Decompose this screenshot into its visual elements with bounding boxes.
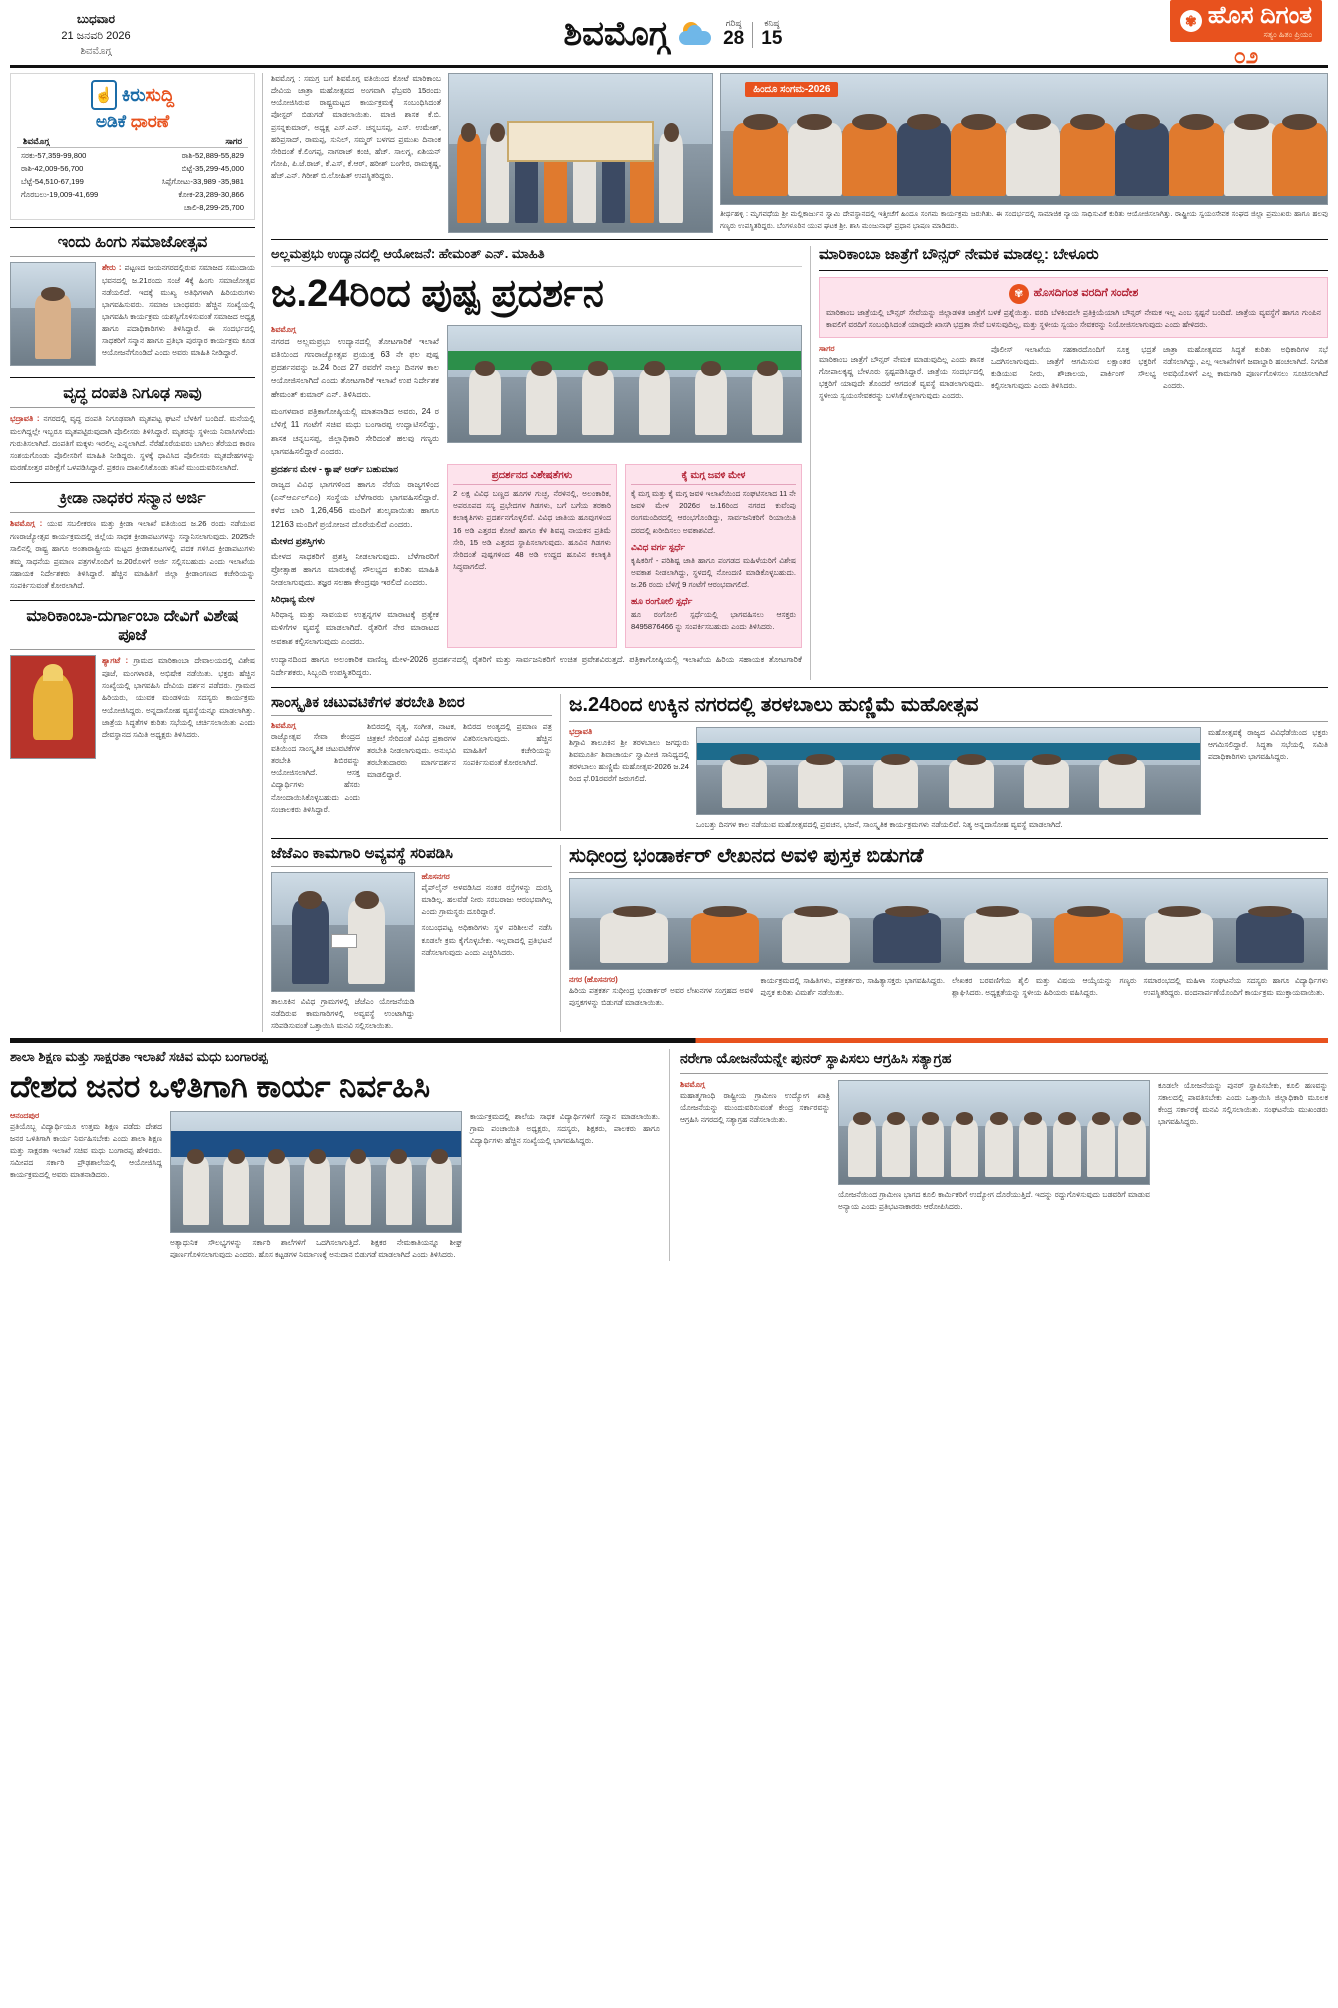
left-story bbox=[10, 233, 255, 369]
footer-right-text-3: ಕೂಡಲೇ ಯೋಜನೆಯನ್ನು ಪುನರ್ ಸ್ಥಾಪಿಸಬೇಕು, ಕೂಲಿ ಹಣವನ್ನು ಸಕಾಲದಲ್ಲಿ ಪಾವತಿಸಬೇಕು ಎಂದು ಒತ್ತಾಯಿಸಿ ಜಿಲ್ಲಾಧಿಕಾರಿ ಮೂಲಕ ಕೇಂದ್ರ ಸರ್ಕಾರಕ್ಕೆ ಮನವಿ ಸಲ್ಲಿಸಲಾಯಿತು. ಸಂಘಟನೆಯ ಮುಖಂಡರು ಭಾಗವಹಿಸಿದ್ದರು. bbox=[1158, 1080, 1328, 1126]
left-story bbox=[10, 489, 255, 592]
left-story bbox=[10, 607, 255, 762]
stage-function-photo bbox=[696, 727, 1201, 815]
masthead-brand-block bbox=[1170, 0, 1322, 69]
footer-right-text-2: ಯೋಜನೆಯಿಂದ ಗ್ರಾಮೀಣ ಭಾಗದ ಕೂಲಿ ಕಾರ್ಮಿಕರಿಗೆ ಉದ್ಯೋಗ ದೊರೆಯುತ್ತಿದೆ. ಇದನ್ನು ರದ್ದುಗೊಳಿಸುವುದು ಬಡವರಿಗೆ ಮಾಡುವ ಅನ್ಯಾಯ ಎಂದು ಪ್ರತಿಭಟನಾಕಾರರು ಆರೋಪಿಸಿದರು. bbox=[838, 1189, 1150, 1211]
mid1-text-1: ರಾಜ್ಯೋತ್ಸವ ಸೇವಾ ಕೇಂದ್ರದ ವತಿಯಿಂದ ಸಾಂಸ್ಕೃತಿಕ ಚಟುವಟಿಕೆಗಳ ತರಬೇತಿ ಶಿಬಿರವನ್ನು ಆಯೋಜಿಸಲಾಗಿದೆ. ಆಸಕ್ತ ವಿದ್ಯಾರ್ಥಿಗಳು ಹೆಸರು ನೋಂದಾಯಿಸಿಕೊಳ್ಳಬಹುದು ಎಂದು ಸಂಚಾಲಕರು ತಿಳಿಸಿದ್ದಾರೆ. bbox=[271, 731, 360, 814]
poster-release-photo bbox=[448, 73, 713, 233]
right-top-byline: ಸಾಗರ bbox=[819, 344, 835, 354]
right-top-story bbox=[811, 246, 1328, 680]
lead-infobox2-text: ಕೈ ಮಗ್ಗ ಮತ್ತು ಕೈ ಮಗ್ಗ ಜವಳಿ ಇಲಾಖೆಯಿಂದ ಸಂಘಟಿಸಲಾದ 11 ನೇ ಜವಳಿ ಮೇಳ 2026ರ ಜ.16ರಿಂದ ನಗರದ ಕುವೆಂಪು ರಂಗಮಂದಿರದಲ್ಲಿ ಆರಂಭಗೊಂಡಿದ್ದು, ಸಾರ್ವಜನಿಕರಿಗೆ ರಿಯಾಯಿತಿ ದರದಲ್ಲಿ ಖರೀದಿಸಲು ಅವಕಾಶವಿದೆ. bbox=[631, 489, 796, 535]
left-story-headline: ವೃದ್ಧ ದಂಪತಿ ನಿಗೂಢ ಸಾವು bbox=[63, 384, 202, 402]
ad-rate-row bbox=[21, 176, 244, 189]
ad-areca-rates[interactable] bbox=[10, 73, 255, 220]
sun-cloud-icon bbox=[679, 22, 713, 48]
mid2-text-1: ಶಿಗ್ಗಾವಿ ತಾಲೂಕಿನ ಶ್ರೀ ತರಳಬಾಲು ಜಗದ್ಗುರು ಶಿವಮೂರ್ತಿ ಶಿವಾಚಾರ್ಯ ಸ್ವಾಮೀಜಿ ಸಾನಿಧ್ಯದಲ್ಲಿ ತರಳಬಾಲು ಹುಣ್ಣಿಮೆ ಮಹೋತ್ಸವ-2026 ಜ.24 ರಿಂದ ಫೆ.01ರವರೆಗೆ ಜರುಗಲಿದೆ. bbox=[569, 737, 689, 783]
left-story-text: ಶ್ಯಾಗಟೆ : ಗ್ರಾಮದ ಮಾರಿಕಾಂಬಾ ದೇವಾಲಯದಲ್ಲಿ ವಿಶೇಷ ಪೂಜೆ, ಮಂಗಳಾರತಿ, ಅಭಿಷೇಕ ನಡೆಯಿತು. ಭಕ್ತರು ಹೆಚ್ಚಿನ ಸಂಖ್ಯೆಯಲ್ಲಿ ಭಾಗವಹಿಸಿ ದೇವಿಯ ದರ್ಶನ ಪಡೆದರು. ಗ್ರಾಮದ ಹಿರಿಯರು, ಯುವಕ ಮಂಡಳಿಯ ಸದಸ್ಯರು ಕಾರ್ಯಕ್ರಮ ಆಯೋಜಿಸಿದ್ದರು. ಅನ್ನದಾಸೋಹ ವ್ಯವಸ್ಥೆಯನ್ನೂ ಮಾಡಲಾಗಿತ್ತು. ಜಾತ್ರೆಯ ಸಿದ್ಧತೆಗಳ ಕುರಿತು ಸಭೆಯಲ್ಲಿ ಚರ್ಚಿಸಲಾಯಿತು ಎಂದು ದೇವಸ್ಥಾನದ ಸಮಿತಿ ಅಧ್ಯಕ್ಷರು ತಿಳಿಸಿದರು. bbox=[102, 656, 256, 739]
ad-rate-row bbox=[21, 202, 244, 215]
footer-left-kicker: ಶಾಲಾ ಶಿಕ್ಷಣ ಮತ್ತು ಸಾಕ್ಷರತಾ ಇಲಾಖೆ ಸಚಿವ ಮಧು ಬಂಗಾರಪ್ಪ bbox=[10, 1049, 268, 1065]
footer-right-text-1: ಮಹಾತ್ಮಗಾಂಧಿ ರಾಷ್ಟ್ರೀಯ ಗ್ರಾಮೀಣ ಉದ್ಯೋಗ ಖಾತ್ರಿ ಯೋಜನೆಯನ್ನು ಮುಂದುವರಿಸುವಂತೆ ಕೇಂದ್ರ ಸರ್ಕಾರವನ್ನು ಆಗ್ರಹಿಸಿ ನಗರದಲ್ಲಿ ಸತ್ಯಾಗ್ರಹ ನಡೆಸಲಾಯಿತು. bbox=[680, 1090, 830, 1124]
temp-min bbox=[761, 19, 782, 50]
ad-col2-head: ಸಾಗರ bbox=[225, 136, 242, 146]
mid2-text-2: ಒಂಬತ್ತು ದಿನಗಳ ಕಾಲ ನಡೆಯುವ ಮಹೋತ್ಸವದಲ್ಲಿ ಪ್ರವಚನ, ಭಜನೆ, ಸಾಂಸ್ಕೃತಿಕ ಕಾರ್ಯಕ್ರಮಗಳು ನಡೆಯಲಿವೆ. ನಿತ್ಯ ಅನ್ನದಾಸೋಹ ವ್ಯವಸ್ಥೆ ಮಾಡಲಾಗಿದೆ. bbox=[696, 819, 1063, 829]
ad-rate-row bbox=[21, 189, 244, 202]
lamp-icon: ✾ bbox=[1180, 10, 1202, 32]
lead-infobox3-text: ಕೃಷಿಕರಿಗೆ - ಪರಿಶಿಷ್ಟ ಜಾತಿ ಹಾಗೂ ಪಂಗಡದ ಮಹಿಳೆಯರಿಗೆ ವಿಶೇಷ ಅವಕಾಶ ನೀಡಲಾಗಿದ್ದು, ಸ್ಥಳದಲ್ಲಿ ನೋಂದಣಿ ಮಾಡಿಕೊಳ್ಳಬಹುದು. ಜ.26 ರಂದು ಬೆಳಿಗ್ಗೆ 9 ಗಂಟೆಗೆ ಆರಂಭವಾಗಲಿದೆ. bbox=[631, 555, 796, 589]
top-news-strip bbox=[271, 73, 1328, 240]
ad-title2: ಧಾರಣೆ bbox=[130, 112, 170, 131]
lamp-icon: ✾ bbox=[1009, 284, 1029, 304]
ad-rate-row bbox=[21, 150, 244, 163]
temp-max-label: ಗರಿಷ್ಠ bbox=[725, 18, 742, 29]
bottom-row bbox=[271, 845, 1328, 1033]
protest-gathering-photo bbox=[838, 1080, 1150, 1185]
left-story bbox=[10, 384, 255, 475]
lead-infobox-1 bbox=[447, 464, 617, 648]
portrait-photo bbox=[10, 262, 96, 366]
book-release-photo bbox=[569, 878, 1328, 970]
mid-story-2 bbox=[569, 694, 1328, 831]
bottom-story-2 bbox=[569, 845, 1328, 1033]
bottom2-headline: ಸುಧೀಂದ್ರ ಭಂಡಾರ್ಕರ್ ಲೇಖನದ ಅವಳಿ ಪುಸ್ತಕ ಬಿಡುಗಡೆ bbox=[569, 844, 924, 867]
lead-text-2: ಮಂಗಳವಾರ ಪತ್ರಿಕಾಗೋಷ್ಠಿಯಲ್ಲಿ ಮಾತನಾಡಿದ ಅವರು, 24 ರ ಬೆಳಿಗ್ಗೆ 11 ಗಂಟೆಗೆ ಸಚಿವ ಮಧು ಬಂಗಾರಪ್ಪ ಉದ್ಘಾಟಿಸಲಿದ್ದು, ಶಾಸಕ ಚನ್ನಬಸಪ್ಪ, ಜಿಲ್ಲಾಧಿಕಾರಿ ಸೇರಿದಂತೆ ಹಲವು ಗಣ್ಯರು ಭಾಗವಹಿಸಲಿದ್ದಾರೆ ಎಂದರು. bbox=[271, 406, 439, 456]
left-story-text: ಶಿವಮೊಗ್ಗ : ಯುವ ಸಬಲೀಕರಣ ಮತ್ತು ಕ್ರೀಡಾ ಇಲಾಖೆ ವತಿಯಿಂದ ಜ.26 ರಂದು ನಡೆಯುವ ಗಣರಾಜ್ಯೋತ್ಸವ ಕಾರ್ಯಕ್ರಮದಲ್ಲಿ ಜಿಲ್ಲೆಯ ಸಾಧಕ ಕ್ರೀಡಾಪಟುಗಳನ್ನು ಸನ್ಮಾನಿಸಲಾಗುವುದು. 2025ನೇ ಸಾಲಿನಲ್ಲಿ ರಾಷ್ಟ್ರ ಹಾಗೂ ಅಂತಾರಾಷ್ಟ್ರೀಯ ಮಟ್ಟದ ಕ್ರೀಡಾಕೂಟಗಳಲ್ಲಿ ಪದಕ ಗಳಿಸಿದ ಕ್ರೀಡಾಪಟುಗಳು ತಮ್ಮ ಸಾಧನೆಯ ಪ್ರಮಾಣ ಪತ್ರಗಳೊಂದಿಗೆ ಜ.20ರೊಳಗೆ ಅರ್ಜಿ ಸಲ್ಲಿಸಬಹುದು ಎಂದು ಇಲಾಖೆಯ ಸಹಾಯಕ ನಿರ್ದೇಶಕರು ತಿಳಿಸಿದ್ದಾರೆ. ಹೆಚ್ಚಿನ ಮಾಹಿತಿಗೆ ಜಿಲ್ಲಾ ಕ್ರೀಡಾಂಗಣದ ಕಚೇರಿಯನ್ನು ಸಂಪರ್ಕಿಸುವಂತೆ ಕೋರಲಾಗಿದೆ. bbox=[10, 519, 256, 590]
bottom1-text-2: ಪೈಪ್‌ಲೈನ್ ಅಳವಡಿಸಿದ ನಂತರ ರಸ್ತೆಗಳನ್ನು ದುರಸ್ತಿ ಮಾಡಿಲ್ಲ. ಹಲವೆಡೆ ನೀರು ಸರಬರಾಜು ಆರಂಭವಾಗಿಲ್ಲ ಎಂದು ಗ್ರಾಮಸ್ಥರು ದೂರಿದ್ದಾರೆ. bbox=[421, 882, 552, 917]
ad-col1-head: ಶಿವಮೊಗ್ಗ bbox=[23, 136, 50, 146]
group-stage-photo bbox=[720, 73, 1328, 205]
right-top-text-2: ಪೊಲೀಸ್ ಇಲಾಖೆಯ ಸಹಕಾರದೊಂದಿಗೆ ಸೂಕ್ತ ಭದ್ರತೆ ಒದಗಿಸಲಾಗುವುದು. ಜಾತ್ರೆಗೆ ಆಗಮಿಸುವ ಲಕ್ಷಾಂತರ ಭಕ್ತರಿಗೆ ಕುಡಿಯುವ ನೀರು, ಶೌಚಾಲಯ, ಪಾರ್ಕಿಂಗ್ ಸೌಲಭ್ಯ ಕಲ್ಪಿಸಲಾಗುವುದು ಎಂದು ತಿಳಿಸಿದರು. bbox=[991, 345, 1156, 391]
ad-rate-rows bbox=[17, 148, 248, 215]
lead-sub2-text: ಮೇಳದ ಸಾಧಕರಿಗೆ ಪ್ರಶಸ್ತಿ ನೀಡಲಾಗುವುದು. ಬೆಳೆಗಾರರಿಗೆ ಪ್ರೋತ್ಸಾಹ ಹಾಗೂ ಮಾರುಕಟ್ಟೆ ಸೌಲಭ್ಯದ ಕುರಿತು ಮಾಹಿತಿ ನೀಡಲಾಗುವುದು. ತಜ್ಞರ ಸಲಹಾ ಕೇಂದ್ರವೂ ಇರಲಿದೆ ಎಂದರು. bbox=[271, 551, 439, 588]
bottom1-byline: ಹೊಸನಗರ bbox=[421, 871, 450, 881]
brand-logo bbox=[1170, 0, 1322, 42]
lead-headline: ಜ.24ರಿಂದ ಪುಷ್ಪ ಪ್ರದರ್ಶನ bbox=[271, 272, 604, 315]
lead-photo-block bbox=[447, 325, 802, 459]
lead-closing-text: ಉದ್ಯಾನದಿಂದ ಹಾಗೂ ಅಲಂಕಾರಿಕ ವಾಣಿಜ್ಯ ಮೇಳ-2026 ಪ್ರದರ್ಶನದಲ್ಲಿ ರೈತರಿಗೆ ಮತ್ತು ಸಾರ್ವಜನಿಕರಿಗೆ ಉಚಿತ ಪ್ರವೇಶವಿರುತ್ತದೆ. ಪತ್ರಿಕಾಗೋಷ್ಠಿಯಲ್ಲಿ ಇಲಾಖೆಯ ಹಿರಿಯ ಸಹಾಯಕ ತೋಟಗಾರಿಕೆ ನಿರ್ದೇಶಕರು, ಸಿಬ್ಬಂದಿ ಉಪಸ್ಥಿತರಿದ್ದರು. bbox=[271, 654, 802, 678]
mid2-headline: ಜ.24ರಿಂದ ಉಕ್ಕಿನ ನಗರದಲ್ಲಿ ತರಳಬಾಲು ಹುಣ್ಣಿಮೆ ಮಹೋತ್ಸವ bbox=[569, 693, 979, 716]
ad-rate-right: ಕೋಕ-23,289-30,866 bbox=[178, 189, 244, 199]
lead-text-1: ನಗರದ ಅಲ್ಲಮಪ್ರಭು ಉದ್ಯಾನದಲ್ಲಿ ತೋಟಗಾರಿಕೆ ಇಲಾಖೆ ವತಿಯಿಂದ ಗಣರಾಜ್ಯೋತ್ಸವ ಪ್ರಯುಕ್ತ 63 ನೇ ಫಲ ಪುಷ್ಪ ಪ್ರದರ್ಶನವನ್ನು ಜ.24 ರಿಂದ 27 ರವರೆಗೆ ನಾಲ್ಕು ದಿನಗಳ ಕಾಲ ಆಯೋಜಿಸಲಾಗಿದೆ ಎಂದು ತೋಟಗಾರಿಕೆ ಇಲಾಖೆ ಉಪ ನಿರ್ದೇಶಕ ಹೇಮಂತ್ ಕುಮಾರ್ ಎನ್. ತಿಳಿಸಿದರು. bbox=[271, 336, 439, 399]
left-story-headline: ಇಂದು ಹಿಂಗು ಸಮಾಜೋತ್ಸವ bbox=[57, 233, 208, 251]
lead-infobox4-text: ಹೂ ರಂಗೋಲಿ ಸ್ಪರ್ಧೆಯಲ್ಲಿ ಭಾಗವಹಿಸಲು ಆಸಕ್ತರು 8495876466 ನ್ನು ಸಂಪರ್ಕಿಸಬಹುದು ಎಂದು ತಿಳಿಸಿದರು. bbox=[631, 610, 796, 632]
bottom2-text-1: ಹಿರಿಯ ಪತ್ರಕರ್ತ ಸುಧೀಂದ್ರ ಭಂಡಾರ್ಕರ್ ಅವರ ಲೇಖನಗಳ ಸಂಗ್ರಹದ ಅವಳಿ ಪುಸ್ತಕಗಳನ್ನು ಬಿಡುಗಡೆ ಮಾಡಲಾಯಿತು. bbox=[569, 985, 754, 1007]
mid1-text-3: ಶಿಬಿರದ ಅಂತ್ಯದಲ್ಲಿ ಪ್ರಮಾಣ ಪತ್ರ ವಿತರಿಸಲಾಗುವುದು. ಹೆಚ್ಚಿನ ಮಾಹಿತಿಗೆ ಕಚೇರಿಯನ್ನು ಸಂಪರ್ಕಿಸುವಂತೆ ಕೋರಲಾಗಿದೆ. bbox=[463, 721, 552, 768]
ad-rate-left: ಸರಕು-57,359-99,800 bbox=[21, 151, 87, 160]
footer-left-text-2: ಅತ್ಯಾಧುನಿಕ ಸೌಲಭ್ಯಗಳನ್ನು ಸರ್ಕಾರಿ ಶಾಲೆಗಳಿಗೆ ಒದಗಿಸಲಾಗುತ್ತಿದೆ. ಶಿಕ್ಷಕರ ನೇಮಕಾತಿಯನ್ನೂ ಶೀಘ್ರ ಪೂರ್ಣಗೊಳಿಸಲಾಗುವುದು ಎಂದರು. ಹೊಸ ಕಟ್ಟಡಗಳ ನಿರ್ಮಾಣಕ್ಕೆ ಅನುದಾನ ಬಿಡುಗಡೆ ಮಾಡಲಾಗಿದೆ ಎಂದು ತಿಳಿಸಿದರು. bbox=[170, 1237, 462, 1260]
hindu-sangama-block bbox=[720, 73, 1328, 233]
masthead-center bbox=[563, 15, 782, 54]
bottom-story-1 bbox=[271, 845, 561, 1033]
lead-infobox2-head: ಕೈ ಮಗ್ಗ ಜವಳಿ ಮೇಳ bbox=[631, 470, 796, 485]
footer-left-headline: ದೇಶದ ಜನರ ಒಳಿತಿಗಾಗಿ ಕಾರ್ಯ ನಿರ್ವಹಿಸಿ bbox=[10, 1069, 431, 1105]
ad-rate-left: ಬೆಟ್ಟೆ-54,510-67,199 bbox=[21, 176, 84, 186]
top-news-caption: ತೀರ್ಥಹಳ್ಳಿ : ಮೃಗವಧೆಯ ಶ್ರೀ ಮಲ್ಲಿಕಾರ್ಜುನ ಸ್ವಾಮಿ ದೇವಸ್ಥಾನದಲ್ಲಿ ಇತ್ತೀಚೆಗೆ ಹಿಂದೂ ಸಂಗಮ ಕಾರ್ಯಕ್ರಮ ಜರುಗಿತು. ಈ ಸಂದರ್ಭದಲ್ಲಿ ಸಾಮಾಜಿಕ ನ್ಯಾಯ ಸಾಧಿಸುವಿಕೆ ಕುರಿತು ಆಯೋಜಿಸಲಾಗಿತ್ತು. ರಾಷ್ಟ್ರೀಯ ಸ್ವಯಂಸೇವಕ ಸಂಘದ ಜಿಲ್ಲಾ ಪ್ರಮುಖರು ಹಾಗೂ ಹಲವು ಗಣ್ಯರು ಉಪಸ್ಥಿತರಿದ್ದರು. ಬೆಂಗಳೂರಿನ ಯುವ ಘಟಕ ಶ್ರೀ. ಶಾಸಿ ಮಂಜುನಾಥ್ ಪ್ರಧಾನ ಭಾಷಣ ಮಾಡಿದರು. bbox=[720, 209, 1328, 230]
left-story-headline: ಮಾರಿಕಾಂಬಾ-ದುರ್ಗಾಂಬಾ ದೇವಿಗೆ ವಿಶೇಷ ಪೂಜೆ bbox=[26, 607, 239, 645]
lead-sub1-text: ರಾಜ್ಯದ ವಿವಿಧ ಭಾಗಗಳಿಂದ ಹಾಗೂ ನೆರೆಯ ರಾಜ್ಯಗಳಿಂದ (ಎನ್ಆರ್ಎಲ್ಎಂ) ಸಂಸ್ಥೆಯ ಬೆಳೆಗಾರರು ಭಾಗವಹಿಸಲಿದ್ದಾರೆ. ಕಳೆದ ಬಾರಿ 1,26,456 ಮಂದಿಗೆ ಶುಲ್ಕವಾಯಿತು ಹಾಗೂ 12163 ಮಂದಿಗೆ ಪ್ರಯೋಜನ ದೊರೆಯಲಿದೆ ಎಂದರು. bbox=[271, 479, 439, 529]
footer-story-right bbox=[680, 1049, 1328, 1261]
ad-rate-right: ಬಿಟ್ಟೆ-35,299-45,000 bbox=[181, 163, 244, 173]
footer-story-left bbox=[10, 1049, 670, 1261]
left-story-byline: ಶ್ಯಾಗಟೆ : bbox=[102, 656, 134, 666]
mid2-text-3: ಮಹೋತ್ಸವಕ್ಕೆ ರಾಜ್ಯದ ವಿವಿಧೆಡೆಯಿಂದ ಭಕ್ತರು ಆಗಮಿಸಲಿದ್ದಾರೆ. ಸಿದ್ಧತಾ ಸಭೆಯಲ್ಲಿ ಸಮಿತಿ ಪದಾಧಿಕಾರಿಗಳು ಭಾಗವಹಿಸಿದ್ದರು. bbox=[1208, 727, 1328, 761]
lead-subcol-1 bbox=[271, 464, 439, 648]
temp-min-label: ಕನಿಷ್ಠ bbox=[764, 18, 780, 29]
lead-infobox1-text: 2 ಲಕ್ಷ ವಿವಿಧ ಬಣ್ಣದ ಹೂಗಳ ಗುಚ್ಛ, ನೆರಳಿನಲ್ಲಿ, ಅಲಂಕಾರಿಕ, ಅಪರೂಪದ ಸಸ್ಯ ಪ್ರಭೇದಗಳ ಗಿಡಗಳು, ಬಗೆ ಬಗೆಯ ತರಕಾರಿ ಕಲಾಕೃತಿಗಳು ಪ್ರದರ್ಶನಗೊಳ್ಳಲಿವೆ. ವಿವಿಧ ಜಾತಿಯ ಹೂವುಗಳಿಂದ 16 ಅಡಿ ಎತ್ತರದ ಕೋಟೆ ಹಾಗೂ ಕೆಳಿ ಶಿವಪ್ಪ ನಾಯಕನ ಪ್ರತಿಮೆ ಸೇರಿ, 15 ಅಡಿ ಎತ್ತರದ ಸ್ಥಾಪಿಸಲಾಗುವುದು. ಹೂವಿನ ಗಿಡಗಳು ಸೇರಿದಂತೆ ಪುಷ್ಪಗಳಿಂದ 48 ಅಡಿ ಉದ್ದದ ಹೂವಿನ ಕಲಾಕೃತಿ ಸಿದ್ಧವಾಗಲಿದೆ. bbox=[453, 489, 611, 571]
footer-right-kicker: ನರೇಗಾ ಯೋಜನೆಯನ್ನೇ ಪುನರ್ ಸ್ಥಾಪಿಸಲು ಆಗ್ರಹಿಸಿ ಸತ್ಯಾಗ್ರಹ bbox=[680, 1050, 952, 1067]
masthead bbox=[10, 2, 1328, 68]
left-story-text: ಭದ್ರಾವತಿ : ನಗರದಲ್ಲಿ ವೃದ್ಧ ದಂಪತಿ ನಿಗೂಢವಾಗಿ ಮೃತಪಟ್ಟ ಘಟನೆ ಬೆಳಕಿಗೆ ಬಂದಿದೆ. ಮನೆಯಲ್ಲಿ ಮಲಗಿದ್ದಲ್ಲೇ ಇಬ್ಬರೂ ಮೃತಪಟ್ಟಿರುವುದಾಗಿ ಪೊಲೀಸರು ತಿಳಿಸಿದ್ದಾರೆ. ಮೃತರನ್ನು ಸ್ಥಳೀಯ ನಿವಾಸಿಗಳೆಂದು ಗುರುತಿಸಲಾಗಿದೆ. ದಂಪತಿಗೆ ಮಕ್ಕಳು ಇರಲಿಲ್ಲ ಎನ್ನಲಾಗಿದೆ. ನೆರೆಹೊರೆಯವರು ಬಾಗಿಲು ತೆರೆಯದ ಕಾರಣ ಸಂಶಯಗೊಂಡು ಪೊಲೀಸರಿಗೆ ಮಾಹಿತಿ ನೀಡಿದ್ದರು. ಸ್ಥಳಕ್ಕೆ ಧಾವಿಸಿದ ಪೊಲೀಸರು ಮೃತದೇಹಗಳನ್ನು ಮರಣೋತ್ತರ ಪರೀಕ್ಷೆಗೆ ಒಳಪಡಿಸಿದ್ದಾರೆ. ಪ್ರಕರಣ ದಾಖಲಿಸಿಕೊಂಡು ತನಿಖೆ ಮುಂದುವರಿಸಲಾಗಿದೆ. bbox=[10, 413, 256, 473]
press-meet-photo bbox=[447, 325, 802, 443]
lead-sub1-head: ಪ್ರದರ್ಶನ ಮೇಳ - ಕ್ಯಾಷ್ ಅರ್ಡ್ ಬಹುಮಾನ bbox=[271, 464, 399, 475]
ad-title1: ಅಡಿಕೆ bbox=[95, 112, 127, 131]
mid1-text-2: ಶಿಬಿರದಲ್ಲಿ ನೃತ್ಯ, ಸಂಗೀತ, ನಾಟಕ, ಚಿತ್ರಕಲೆ ಸೇರಿದಂತೆ ವಿವಿಧ ಪ್ರಕಾರಗಳ ತರಬೇತಿ ನೀಡಲಾಗುವುದು. ಅನುಭವಿ ತರಬೇತುದಾರರು ಮಾರ್ಗದರ್ಶನ ಮಾಡಲಿದ್ದಾರೆ. bbox=[367, 721, 456, 780]
left-story-byline: ಶೇರು : bbox=[102, 262, 125, 272]
masthead-date-block bbox=[16, 10, 176, 60]
left-story-headline: ಕ್ರೀಡಾ ನಾಧಕರ ಸನ್ಮಾನ ಅರ್ಜಿ bbox=[59, 490, 206, 508]
right-top-col-1 bbox=[819, 344, 984, 403]
right-top-col-2 bbox=[991, 344, 1156, 403]
ad-rate-left: ರಾಶಿ-42,009-56,700 bbox=[21, 163, 84, 173]
ad-rate-left: ಗೊರಬಲು-19,009-41,699 bbox=[21, 189, 99, 199]
mid1-byline: ಶಿವಮೊಗ್ಗ bbox=[271, 720, 296, 730]
masthead-day: ಬುಧವಾರ bbox=[77, 11, 115, 26]
ad-logo-text2: ಸುದ್ದಿ bbox=[145, 84, 175, 105]
lead-infobox1-head: ಪ್ರದರ್ಶನದ ವಿಶೇಷತೆಗಳು bbox=[453, 470, 611, 485]
lead-story bbox=[271, 246, 811, 680]
temp-min-value: 15 bbox=[761, 28, 783, 49]
edition-title: ಶಿವಮೊಗ್ಗ bbox=[563, 15, 670, 53]
lead-col-1 bbox=[271, 325, 439, 459]
ad-rate-row bbox=[21, 163, 244, 176]
bottom1-text-3: ಸಂಬಂಧಪಟ್ಟ ಅಧಿಕಾರಿಗಳು ಸ್ಥಳ ಪರಿಶೀಲನೆ ನಡೆಸಿ ಕೂಡಲೇ ಕ್ರಮ ಕೈಗೊಳ್ಳಬೇಕು. ಇಲ್ಲವಾದಲ್ಲಿ ಪ್ರತಿಭಟನೆ ನಡೆಸಲಾಗುವುದು ಎಂದು ಎಚ್ಚರಿಸಿದರು. bbox=[421, 923, 552, 957]
top-news-text-block bbox=[271, 73, 441, 233]
mid-story-1 bbox=[271, 694, 561, 831]
temp-max-value: 28 bbox=[723, 28, 745, 49]
right-top-kicker: ಮಾರಿಕಾಂಬಾ ಜಾತ್ರೆಗೆ ಬೌನ್ಸರ್ ನೇಮಕ ಮಾಡಲ್ಲ: ಬೇಳೂರು bbox=[819, 246, 1099, 263]
temp-max bbox=[723, 19, 744, 50]
memorandum-handover-photo bbox=[271, 872, 415, 992]
footer-right-byline: ಶಿವಮೊಗ್ಗ bbox=[680, 1079, 705, 1089]
bottom1-headline: ಜೆಜೆಎಂ ಕಾಮಗಾರಿ ಅವ್ಯವಸ್ಥೆ ಸರಿಪಡಿಸಿ bbox=[271, 844, 453, 862]
brand-name: ಹೊಸ ದಿಗಂತ bbox=[1207, 2, 1312, 29]
lead-byline: ಶಿವಮೊಗ್ಗ bbox=[271, 324, 296, 334]
footer-left-text-1: ಪ್ರತಿಯೊಬ್ಬ ವಿದ್ಯಾರ್ಥಿಯೂ ಉತ್ತಮ ಶಿಕ್ಷಣ ಪಡೆದು ದೇಶದ ಜನರ ಒಳಿತಿಗಾಗಿ ಕಾರ್ಯ ನಿರ್ವಹಿಸಬೇಕು ಎಂದು ಶಾಲಾ ಶಿಕ್ಷಣ ಮತ್ತು ಸಾಕ್ಷರತಾ ಇಲಾಖೆ ಸಚಿವ ಮಧು ಬಂಗಾರಪ್ಪ ಹೇಳಿದರು. ಸಮೀಪದ ಸರ್ಕಾರಿ ಪ್ರೌಢಶಾಲೆಯಲ್ಲಿ ಆಯೋಜಿಸಿದ್ದ ಕಾರ್ಯಕ್ರಮದಲ್ಲಿ ಅವರು ಮಾತನಾಡಿದರು. bbox=[10, 1121, 162, 1180]
deity-idol-photo bbox=[10, 655, 96, 759]
mid-row bbox=[271, 694, 1328, 831]
lead-infobox3-head: ವಿವಿಧ ವರ್ಗ ಸ್ಪರ್ಧೆ bbox=[631, 541, 686, 552]
top-news-text: ಶಿವಮೊಗ್ಗ : ಸಮಗ್ರ ಬಗೆ ಶಿವಮೊಗ್ಗ ವತಿಯಿಂದ ಕೋಟೆ ಮಾರಿಕಾಂಬ ದೇವಿಯ ಜಾತ್ರಾ ಮಹೋತ್ಸವದ ಅಂಗವಾಗಿ ಫೆಬ್ರವರಿ 15ರಂದು ಆಯೋಜಿಸಿರುವ ರಾಷ್ಟ್ರಮಟ್ಟದ ಕಾರ್ಯಕ್ರಮಕ್ಕೆ ಸಂಬಂಧಿಸಿದಂತೆ ಪೋಸ್ಟರ್ ಬಿಡುಗಡೆ ಮಾಡಲಾಯಿತು. ಮಾಜಿ ಶಾಸಕ ಕೆ.ಬಿ. ಪ್ರಸನ್ನಕುಮಾರ್, ಅಧ್ಯಕ್ಷ ಎಸ್.ಎನ್. ಚನ್ನಬಸಪ್ಪ, ಎಸ್. ಉಮೇಶ್, ಹರಿಪ್ರಸಾದ್, ರಾಮಪ್ಪ, ಸುನಿಲ್, ಸಮ್ಮರ್ ಬಳಗದ ಪ್ರಮುಖ ದಿನಾಂಕ ಸೇರಿದಂತೆ ಕೆ.ಲಿಂಗಪ್ಪ, ನಾಗರಾಜ್ ಕಂಚಿ, ಹೆಚ್. ಸಾಲಗ್ನ, ಏಶಿಯನ್ ಗೋಪಿ, ಪಿ.ಜೆ.ರಾಜ್, ಕೆ.ಎಸ್, ಕೆ.ಆರ್, ಹರೀಶ್ ಬಂಗೇರ, ರಾಮಕೃಷ್ಣ, ಹೆಚ್.ಎನ್. ಗಿರೀಶ್ ಬಿ.ಲೋಹಿತ್ ಉಪಸ್ಥಿತರಿದ್ದರು. bbox=[271, 74, 441, 181]
footer-left-byline: ಆನಂದಪುರ bbox=[10, 1110, 40, 1120]
left-story-byline: ಭದ್ರಾವತಿ : bbox=[10, 413, 44, 423]
main-column bbox=[263, 73, 1328, 1032]
left-story-list bbox=[10, 233, 255, 763]
event-banner-label: ಹಿಂದೂ ಸಂಗಮ-2026 bbox=[745, 82, 838, 97]
brand-tagline: ಸತ್ಯಂ ಹಿತಂ ಪ್ರಿಯಂ bbox=[1263, 30, 1312, 39]
ad-rate-right: ಚಾಲಿ-8,299-25,700 bbox=[184, 202, 244, 212]
temp-divider bbox=[752, 22, 753, 48]
footer-left-text-3: ಕಾರ್ಯಕ್ರಮದಲ್ಲಿ ಶಾಲೆಯ ಸಾಧಕ ವಿದ್ಯಾರ್ಥಿಗಳಿಗೆ ಸನ್ಮಾನ ಮಾಡಲಾಯಿತು. ಗ್ರಾಮ ಪಂಚಾಯಿತಿ ಅಧ್ಯಕ್ಷರು, ಸದಸ್ಯರು, ಶಿಕ್ಷಕರು, ಪಾಲಕರು ಹಾಗೂ ವಿದ್ಯಾರ್ಥಿಗಳು ಹೆಚ್ಚಿನ ಸಂಖ್ಯೆಯಲ್ಲಿ ಭಾಗವಹಿಸಿದ್ದರು. bbox=[470, 1111, 660, 1146]
lead-sub3-head: ಸಿರಿಧಾನ್ಯ ಮೇಳ bbox=[271, 594, 315, 605]
lead-infobox4-head: ಹೂ ರಂಗೋಲಿ ಸ್ಪರ್ಧೆ bbox=[631, 596, 693, 607]
right-top-col-3 bbox=[1163, 344, 1328, 403]
weather-temps bbox=[723, 19, 782, 50]
left-column bbox=[10, 73, 262, 1032]
promo-box bbox=[819, 277, 1328, 338]
ad-rate-right: ಸಿಪ್ಪೆಗೋಟು-33,989 -35,981 bbox=[161, 176, 244, 186]
mid1-headline: ಸಾಂಸ್ಕೃತಿಕ ಚಟುವಟಿಕೆಗಳ ತರಬೇತಿ ಶಿಬಿರ bbox=[271, 693, 465, 711]
masthead-date: 21 ಜನವರಿ 2026 bbox=[61, 29, 131, 42]
lead-kicker: ಅಲ್ಲಮಪ್ರಭು ಉದ್ಯಾನದಲ್ಲಿ ಆಯೋಜನೆ: ಹೇಮಂತ್ ಎನ್. ಮಾಹಿತಿ bbox=[271, 246, 802, 267]
masthead-place: ಶಿವಮೊಗ್ಗ bbox=[80, 46, 112, 58]
right-top-text-3: ಜಾತ್ರಾ ಮಹೋತ್ಸವದ ಸಿದ್ಧತೆ ಕುರಿತು ಅಧಿಕಾರಿಗಳ ಸಭೆ ನಡೆಸಲಾಗಿದ್ದು, ಎಲ್ಲ ಇಲಾಖೆಗಳಿಗೆ ಜವಾಬ್ದಾರಿ ಹಂಚಲಾಗಿದೆ. ನಿಗದಿತ ಅವಧಿಯೊಳಗೆ ಎಲ್ಲ ಕಾಮಗಾರಿ ಪೂರ್ಣಗೊಳಿಸಲು ಸೂಚಿಸಲಾಗಿದೆ ಎಂದರು. bbox=[1163, 345, 1328, 391]
promo-text: ಮಾರಿಕಾಂಬ ಜಾತ್ರೆಯಲ್ಲಿ ಬೌನ್ಸರ್ ಸೇವೆಯನ್ನು ಜಿಲ್ಲಾಡಳಿತ ಜಾತ್ರೆಗೆ ಬಳಕೆ ಪ್ರಶ್ನೆಯಿತ್ತು. ವರದಿ ಬೆಳಕಿಂದಲೇ ಪ್ರತಿಕ್ರಿಯೆಯಾಗಿ ಬೌನ್ಸರ್ ನೇಮಕ ಇಲ್ಲ ಎಂಬ ಸ್ಪಷ್ಟನೆ ಬಂದಿದೆ. ಜಾತ್ರೆಯ ವ್ಯವಸ್ಥೆಗೆ ಹಾಗೂ ಗುಂಪಿನ ಕಾವಲಿಗೆ ವರದಿಗೆ ಸಂಬಂಧಿಸಿದಂತೆ ಯಾವುದೇ ಖಾಸಗಿ ಭದ್ರತಾ ಸೇವೆ ಬಳಸುವುದಿಲ್ಲ, ಮತ್ತು ಸ್ಥಳೀಯ ಸ್ವಯಂ ಸೇವಕರನ್ನು ನಿಯೋಜಿಸಲಾಗುವುದು ಎಂದು ಹೇಳಿದರು. bbox=[826, 307, 1321, 329]
bottom2-text-4: ಸಮಾರಂಭದಲ್ಲಿ ಮಹಿಳಾ ಸಂಘಟನೆಯ ಸದಸ್ಯರು ಹಾಗೂ ವಿದ್ಯಾರ್ಥಿಗಳು ಉಪಸ್ಥಿತರಿದ್ದರು. ವಂದನಾರ್ಪಣೆಯೊಂದಿಗೆ ಕಾರ್ಯಕ್ರಮ ಮುಕ್ತಾಯವಾಯಿತು. bbox=[1143, 975, 1328, 997]
left-story-text: ಶೇರು : ಪಟ್ಟಣದ ಜಯನಗರದಲ್ಲಿರುವ ಸಮಾಜದ ಸಮುದಾಯ ಭವನದಲ್ಲಿ ಜ.21ರಂದು ಸಂಜೆ 4ಕ್ಕೆ ಹಿಂಗು ಸಮಾಜೋತ್ಸವ ನಡೆಯಲಿದೆ. ಇದಕ್ಕೆ ಮುಖ್ಯ ಅತಿಥಿಗಳಾಗಿ ಹಿರಿಯರುಗಳು ಭಾಗವಹಿಸುವರು. ಸಮಾಜ ಬಾಂಧವರು ಹೆಚ್ಚಿನ ಸಂಖ್ಯೆಯಲ್ಲಿ ಭಾಗವಹಿಸಿ ಕಾರ್ಯಕ್ರಮ ಯಶಸ್ವಿಗೊಳಿಸುವಂತೆ ಸಮಾಜದ ಅಧ್ಯಕ್ಷ ಹಾಗೂ ಪದಾಧಿಕಾರಿಗಳು ತಿಳಿಸಿದ್ದಾರೆ. ಈ ಸಂದರ್ಭದಲ್ಲಿ ಸಾಧಕರಿಗೆ ಸನ್ಮಾನ ಹಾಗೂ ಪ್ರತಿಭಾ ಪುರಸ್ಕಾರ ಕಾರ್ಯಕ್ರಮ ಕೂಡ ಆಯೋಜನೆಗೊಂಡಿದೆ ಎಂದು ಅವರು ಮಾಹಿತಿ ನೀಡಿದ್ದಾರೆ. bbox=[102, 262, 255, 358]
bottom2-text-2: ಕಾರ್ಯಕ್ರಮದಲ್ಲಿ ಸಾಹಿತಿಗಳು, ಪತ್ರಕರ್ತರು, ಸಾಹಿತ್ಯಾಸಕ್ತರು ಭಾಗವಹಿಸಿದ್ದರು. ಪುಸ್ತಕ ಕುರಿತು ವಿಮರ್ಶೆ ನಡೆಯಿತು. bbox=[760, 975, 945, 997]
bottom2-byline: ನಗರ (ಹೊಸನಗರ) bbox=[569, 974, 618, 984]
lead-sub3-text: ಸಿರಿಧಾನ್ಯ ಮತ್ತು ಸಾವಯವ ಉತ್ಪನ್ನಗಳ ಮಾರಾಟಕ್ಕೆ ಪ್ರತ್ಯೇಕ ಮಳಿಗೆಗಳ ವ್ಯವಸ್ಥೆ ಮಾಡಲಾಗಿದೆ. ರೈತರಿಗೆ ನೇರ ಮಾರಾಟದ ಅವಕಾಶ ಕಲ್ಪಿಸಲಾಗುವುದು ಎಂದರು. bbox=[271, 610, 439, 646]
minister-speech-photo bbox=[170, 1111, 462, 1233]
page-number: ೦೨ bbox=[1233, 43, 1259, 68]
hand-icon: ☝ bbox=[91, 80, 117, 110]
left-story-byline: ಶಿವಮೊಗ್ಗ : bbox=[10, 519, 48, 529]
ad-logo-text1: ಕಿರು bbox=[121, 84, 146, 105]
bottom1-text-1: ತಾಲೂಕಿನ ವಿವಿಧ ಗ್ರಾಮಗಳಲ್ಲಿ ಜೆಜೆಎಂ ಯೋಜನೆಯಡಿ ನಡೆದಿರುವ ಕಾಮಗಾರಿಗಳಲ್ಲಿ ಅವ್ಯವಸ್ಥೆ ಉಂಟಾಗಿದ್ದು ಸರಿಪಡಿಸುವಂತೆ ಒತ್ತಾಯಿಸಿ ಮನವಿ ಸಲ್ಲಿಸಲಾಯಿತು. bbox=[271, 996, 415, 1031]
bottom2-text-3: ಲೇಖಕರ ಬರವಣಿಗೆಯ ಶೈಲಿ ಮತ್ತು ವಿಷಯ ಆಯ್ಕೆಯನ್ನು ಗಣ್ಯರು ಶ್ಲಾಘಿಸಿದರು. ಅಧ್ಯಕ್ಷತೆಯನ್ನು ಸ್ಥಳೀಯ ಹಿರಿಯರು ವಹಿಸಿದ್ದರು. bbox=[952, 975, 1137, 997]
mid2-byline: ಭದ್ರಾವತಿ bbox=[569, 726, 593, 736]
right-top-text-1: ಮಾರಿಕಾಂಬ ಜಾತ್ರೆಗೆ ಬೌನ್ಸರ್ ನೇಮಕ ಮಾಡುವುದಿಲ್ಲ ಎಂದು ಶಾಸಕ ಗೋಪಾಲಕೃಷ್ಣ ಬೇಳೂರು ಸ್ಪಷ್ಟಪಡಿಸಿದ್ದಾರೆ. ಜಾತ್ರೆಯ ಸಂದರ್ಭದಲ್ಲಿ ಭಕ್ತರಿಗೆ ಯಾವುದೇ ತೊಂದರೆ ಆಗದಂತೆ ವ್ಯವಸ್ಥೆ ಮಾಡಲಾಗುವುದು. ಸ್ಥಳೀಯ ಸ್ವಯಂಸೇವಕರನ್ನು ಬಳಸಿಕೊಳ್ಳಲಾಗುವುದು ಎಂದರು. bbox=[819, 355, 984, 401]
lead-infobox-2 bbox=[625, 464, 802, 648]
lead-sub2-head: ಮೇಳದ ಪ್ರಶಸ್ತಿಗಳು bbox=[271, 535, 325, 546]
ad-rate-right: ರಾಶಿ-52,889-55,829 bbox=[181, 151, 244, 160]
footer-row bbox=[10, 1049, 1328, 1261]
promo-title: ಹೊಸದಿಗಂತ ವರದಿಗೆ ಸಂದೇಶ bbox=[1033, 287, 1139, 300]
